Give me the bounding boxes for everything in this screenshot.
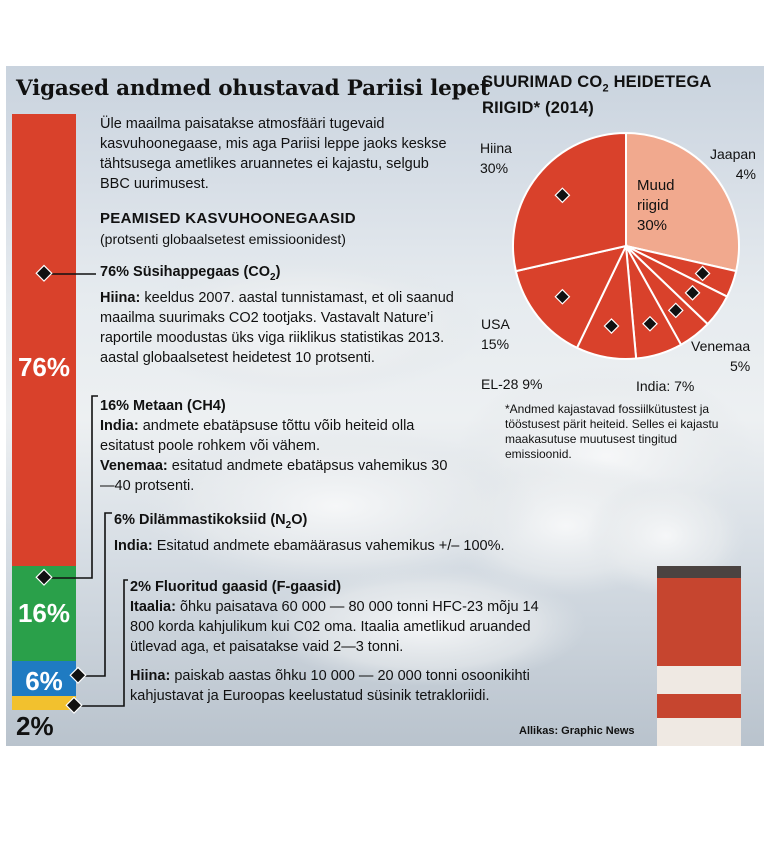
source-credit: Allikas: Graphic News bbox=[519, 725, 635, 737]
gas-block-fgas: 2% Fluoritud gaasid (F-gaasid) Itaalia: õhku paisatava 60 000 — 80 000 tonni HFC-23 mõju 14 800 korda kahjulikum kui C02 oma. Itaalia ametlikud aruanded ütlevad aga, et paisatakse vaid 2—3 tonni. Hiina: paiskab aastas õhku 10 000 — 20 000 tonni osoonikihti kahjustavat ja Euroopas keelustatud süsinik tetrakloriidi. bbox=[130, 577, 550, 706]
pie-label-japan: Jaapan 4% bbox=[710, 146, 756, 182]
gas-block-ch4: 16% Metaan (CH4) India: andmete ebatäpsuse tõttu võib heiteid olla esitatust poole rohkem või vähem. Venemaa: esitatud andmete ebatäpsus vahemikus 30—40 protsenti. bbox=[100, 396, 460, 496]
section-note: (protsenti globaalsetest emissioonidest) bbox=[100, 231, 346, 247]
gas-block-n2o: 6% Dilämmastikoksiid $(N_2O)$ India: Esitatud andmete ebamäärasus vahemikus +/– 100%. bbox=[114, 510, 574, 556]
bar-label-ch4: 16% bbox=[17, 598, 71, 628]
pie-label-russia: Venemaa 5% bbox=[691, 338, 751, 374]
bar-label-fgas: 2% bbox=[16, 711, 54, 741]
infographic bbox=[6, 66, 764, 746]
gas-country-label: Hiina: bbox=[100, 289, 141, 306]
pie-label-eu: EL-28 9% bbox=[481, 376, 543, 392]
intro-text: Üle maailma paisatakse atmosfääri tugevaid kasvuhoonegaase, mis aga Pariisi leppe jaoks keskse tähtsusega ametlikes aruannetes ei kajastu, selgub BBC uurimusest. bbox=[100, 116, 447, 192]
gas-note-text: keeldus 2007. aastal tunnistamast, et oli saanud maailma suurimaks CO2 tootjaks. Vastavalt Nature’i raportile moodustas üks viga riiklikus statistikas 2013. aastal globaalsetest heidetest 10 protsenti. bbox=[100, 289, 454, 366]
gas-heading-n2o: 6% Dilämmastikoksiid $(N_2O)$ bbox=[114, 512, 308, 531]
pie-label-india: India: 7% bbox=[636, 378, 695, 394]
gas-heading-fgas: 2% Fluoritud gaasid (F-gaasid) bbox=[130, 579, 342, 595]
page-title: Vigased andmed ohustavad Pariisi lepet bbox=[16, 76, 490, 101]
pie-label-usa: USA 15% bbox=[481, 316, 510, 352]
gas-heading-co2: 76% Süsihappegaas $(CO_2)$ bbox=[100, 264, 281, 283]
pie-footnote: *Andmed kajastavad fossiilkütustest ja tööstusest pärit heiteid. Selles ei kajastu maakasutuse muutusest tingitud emissioonid. bbox=[505, 402, 719, 461]
pie-label-china: Hiina 30% bbox=[480, 140, 512, 176]
bar-label-n2o: 6% bbox=[25, 666, 63, 696]
bar-label-co2: 76% bbox=[17, 352, 71, 382]
section-heading: PEAMISED KASVUHOONEGAASID bbox=[100, 210, 356, 227]
pie-slice bbox=[513, 133, 626, 271]
gas-heading-ch4: 16% Metaan (CH4) bbox=[100, 398, 226, 414]
pie-title: SUURIMAD $CO_2$ HEIDETEGA RIIGID* (2014) bbox=[482, 73, 712, 118]
pie-label-other: Muud riigid 30% bbox=[637, 177, 675, 234]
